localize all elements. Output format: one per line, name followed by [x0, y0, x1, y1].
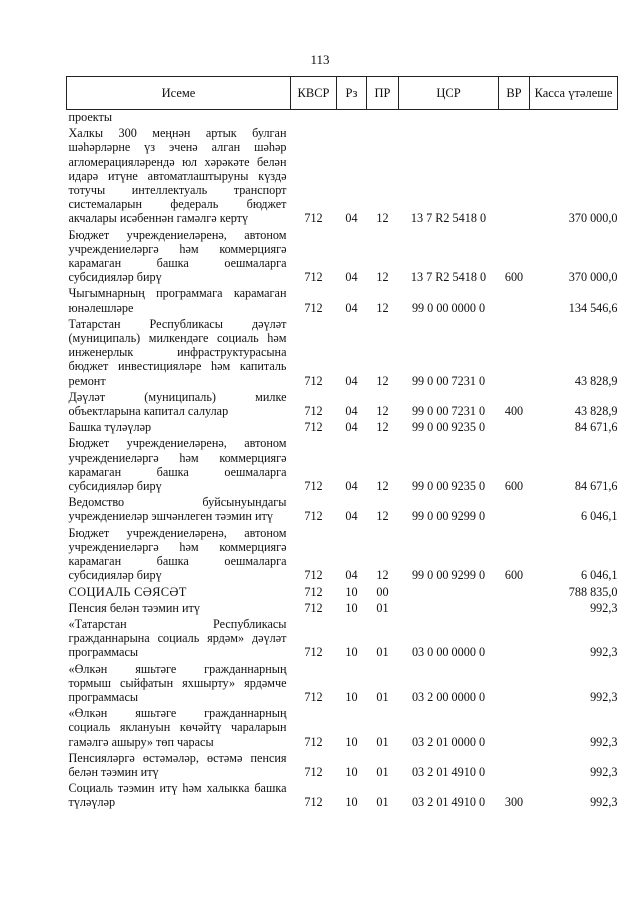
row-name: [67, 662, 291, 707]
row-name: [67, 317, 291, 390]
row-name-line: учреждениеләргә һәм коммерциягә: [68, 241, 287, 256]
row-kvsr: 712: [304, 300, 323, 315]
row-csr: 03 0 00 0000 0: [411, 645, 486, 660]
row-name-line: Чыгымнарның программага карамаган: [68, 286, 287, 301]
row-rz: 04: [345, 509, 358, 524]
row-vr: [499, 126, 530, 227]
row-pr: 01: [376, 600, 389, 615]
row-name-line: проекты: [68, 110, 113, 124]
row-name-line: агломерацияләрендә юл хәрәкәте белән: [68, 154, 287, 169]
row-amount: 84 671,6: [574, 479, 618, 494]
row-pr: 01: [376, 645, 389, 660]
row-kvsr: 712: [304, 568, 323, 583]
row-name-line: карамаган башка оешмаларга: [68, 256, 287, 271]
row-csr: 99 0 00 9299 0: [411, 568, 486, 583]
row-name-line: идарә итүне автоматлаштыруны күздә: [68, 168, 287, 183]
row-rz: 10: [345, 645, 358, 660]
table-row: [67, 110, 618, 127]
row-rz: 04: [345, 420, 358, 435]
budget-table: [66, 76, 618, 812]
row-rz: 04: [345, 404, 358, 419]
row-vr: [499, 706, 530, 751]
row-amount: 788 835,0: [568, 584, 618, 599]
row-csr: 99 0 00 9235 0: [411, 420, 486, 435]
row-kvsr: [291, 110, 337, 127]
row-name-line: программасы: [68, 689, 139, 704]
row-kvsr: 712: [304, 404, 323, 419]
row-amount: 43 828,9: [574, 404, 618, 419]
row-name: [67, 495, 291, 525]
row-pr: 00: [376, 584, 389, 599]
row-amount: 992,3: [590, 689, 618, 704]
row-vr: 400: [504, 404, 524, 419]
table-row: [67, 751, 618, 781]
row-name: [67, 436, 291, 495]
row-name-line: программасы: [68, 645, 139, 660]
table-row: [67, 317, 618, 390]
row-kvsr: 712: [304, 764, 323, 779]
row-name-line: инженерлык инфраструктурасына: [68, 345, 287, 360]
table-row: [67, 662, 618, 707]
row-rz: 04: [345, 373, 358, 388]
row-name: [67, 390, 291, 420]
table-row: [67, 617, 618, 662]
row-rz: 10: [345, 764, 358, 779]
row-kvsr: 712: [304, 689, 323, 704]
row-name-line: түләүләр: [68, 795, 116, 810]
row-csr: 99 0 00 0000 0: [411, 300, 486, 315]
row-name-line: шәһәрләрне үз эченә алган шәһәр: [68, 140, 287, 155]
row-name-line: Ведомство буйсынуындагы: [68, 495, 287, 510]
row-name-line: тормыш сыйфатын яхшырту» ярдәмче: [68, 675, 287, 690]
row-name-line: «Татарстан Республикасы: [68, 616, 287, 631]
row-name: [67, 585, 291, 601]
row-vr: [499, 751, 530, 781]
row-name: [67, 286, 291, 316]
row-pr: 01: [376, 689, 389, 704]
row-csr: [399, 585, 499, 601]
table-row: [67, 390, 618, 420]
row-name: [67, 781, 291, 811]
row-name-line: Социаль тәэмин итү һәм халыкка башка: [68, 781, 287, 796]
row-name-line: ремонт: [68, 373, 106, 388]
row-vr: [499, 317, 530, 390]
row-rz: 10: [345, 795, 358, 810]
row-rz: 10: [345, 600, 358, 615]
row-name-line: «Өлкән яшьтәге гражданнарның: [68, 706, 287, 721]
row-name-line: Пенсияләргә өстәмәләр, өстәмә пенсия: [68, 750, 287, 765]
row-amount: 6 046,1: [580, 568, 618, 583]
page-number: 113: [310, 52, 330, 67]
row-vr: [499, 286, 530, 316]
row-name: [67, 110, 291, 127]
row-vr: [499, 420, 530, 436]
table-row: [67, 436, 618, 495]
row-name-line: Бюджет учреждениеләренә, автоном: [68, 227, 287, 242]
row-kvsr: 712: [304, 509, 323, 524]
row-amount: 43 828,9: [574, 373, 618, 388]
row-name-line: учреждениеләргә һәм коммерциягә: [68, 450, 287, 465]
row-csr: 03 2 00 0000 0: [411, 689, 486, 704]
row-kvsr: 712: [304, 211, 323, 226]
row-name-line: субсидияләр бирү: [68, 270, 162, 285]
row-vr: 600: [504, 270, 524, 285]
row-rz: 04: [345, 270, 358, 285]
row-vr: 600: [504, 479, 524, 494]
row-pr: 12: [376, 404, 389, 419]
row-kvsr: 712: [304, 479, 323, 494]
row-name-line: карамаган башка оешмаларга: [68, 464, 287, 479]
row-rz: 04: [345, 300, 358, 315]
row-vr: [499, 495, 530, 525]
row-name-line: Башка түләүләр: [68, 420, 152, 435]
row-rz: 10: [345, 734, 358, 749]
row-pr: 12: [376, 300, 389, 315]
row-pr: 12: [376, 373, 389, 388]
row-name-line: учреждениеләр эшчәнлеген тәэмин итү: [68, 509, 273, 524]
header-vr: ВР: [499, 77, 530, 110]
row-csr: 03 2 01 4910 0: [411, 764, 486, 779]
row-name-line: Бюджет учреждениеләренә, автоном: [68, 525, 287, 540]
row-amount: 992,3: [590, 795, 618, 810]
row-name-line: социаль яклануын көчәйтү чараларын: [68, 720, 287, 735]
row-name-line: тотучы интеллектуаль транспорт: [68, 183, 287, 198]
row-csr: 03 2 01 4910 0: [411, 795, 486, 810]
row-name-line: Халкы 300 меңнән артык булган: [68, 126, 287, 141]
row-amount: [530, 110, 618, 127]
table-row: [67, 706, 618, 751]
row-pr: [367, 110, 399, 127]
row-name: [67, 751, 291, 781]
row-name: [67, 601, 291, 617]
row-csr: 99 0 00 9235 0: [411, 479, 486, 494]
row-vr: [499, 601, 530, 617]
row-pr: 12: [376, 509, 389, 524]
row-csr: 99 0 00 7231 0: [411, 373, 486, 388]
row-kvsr: 712: [304, 373, 323, 388]
row-pr: 12: [376, 479, 389, 494]
row-amount: 992,3: [590, 734, 618, 749]
header-amount: Касса үтәлеше: [530, 77, 618, 110]
row-vr: 300: [504, 795, 524, 810]
table-row: [67, 126, 618, 227]
table-row: [67, 601, 618, 617]
row-kvsr: 712: [304, 734, 323, 749]
row-csr: 99 0 00 9299 0: [411, 509, 486, 524]
row-kvsr: 712: [304, 600, 323, 615]
row-amount: 134 546,6: [568, 300, 618, 315]
row-name-line: (муниципаль) милкендәге социаль һәм: [68, 331, 287, 346]
row-csr: 03 2 01 0000 0: [411, 734, 486, 749]
row-pr: 01: [376, 764, 389, 779]
row-amount: 992,3: [590, 600, 618, 615]
row-csr: 13 7 R2 5418 0: [410, 270, 487, 285]
row-rz: [337, 110, 367, 127]
table-row: [67, 495, 618, 525]
row-amount: 370 000,0: [568, 211, 618, 226]
row-pr: 01: [376, 734, 389, 749]
row-vr: [499, 585, 530, 601]
row-name-line: объектларына капитал салулар: [68, 404, 229, 419]
row-name: [67, 420, 291, 436]
row-amount: 6 046,1: [580, 509, 618, 524]
row-pr: 12: [376, 211, 389, 226]
row-name-line: субсидияләр бирү: [68, 479, 162, 494]
table-row: [67, 526, 618, 585]
row-vr: [499, 617, 530, 662]
row-rz: 04: [345, 211, 358, 226]
row-name-line: субсидияләр бирү: [68, 568, 162, 583]
row-amount: 992,3: [590, 645, 618, 660]
row-vr: [499, 662, 530, 707]
header-kvsr: КВСР: [291, 77, 337, 110]
row-name-line: Пенсия белән тәэмин итү: [68, 600, 200, 615]
row-name: [67, 126, 291, 227]
row-rz: 04: [345, 479, 358, 494]
row-name-line: акчалары исәбеннән гамәлгә кертү: [68, 211, 249, 226]
row-name-line: бюджет инвестицияләре һәм капиталь: [68, 359, 287, 374]
table-row: [67, 286, 618, 316]
row-name-line: белән тәэмин итү: [68, 764, 159, 779]
row-amount: 84 671,6: [574, 420, 618, 435]
header-pr: ПР: [367, 77, 399, 110]
row-amount: 370 000,0: [568, 270, 618, 285]
table-row: [67, 420, 618, 436]
table-body: [67, 110, 618, 812]
row-name-line: системаларын федераль бюджет: [68, 197, 287, 212]
table-row: [67, 585, 618, 601]
row-name-line: Бюджет учреждениеләренә, автоном: [68, 436, 287, 451]
row-name-line: Татарстан Республикасы дәүләт: [68, 316, 287, 331]
row-kvsr: 712: [304, 584, 323, 599]
header-name: Исеме: [67, 77, 291, 110]
row-csr: [399, 110, 499, 127]
table-row: [67, 781, 618, 811]
row-kvsr: 712: [304, 795, 323, 810]
row-pr: 12: [376, 568, 389, 583]
row-name: [67, 706, 291, 751]
row-name-line: гражданнарына социаль ярдәм» дәүләт: [68, 631, 287, 646]
row-csr: 99 0 00 7231 0: [411, 404, 486, 419]
row-name-line: юнәлешләре: [68, 300, 134, 315]
row-kvsr: 712: [304, 420, 323, 435]
table-row: [67, 228, 618, 287]
row-rz: 04: [345, 568, 358, 583]
header-csr: ЦСР: [399, 77, 499, 110]
row-pr: 01: [376, 795, 389, 810]
row-pr: 12: [376, 420, 389, 435]
row-amount: 992,3: [590, 764, 618, 779]
row-pr: 12: [376, 270, 389, 285]
row-vr: 600: [504, 568, 524, 583]
row-vr: [499, 110, 530, 127]
row-rz: 10: [345, 584, 358, 599]
row-name: [67, 526, 291, 585]
row-csr: 13 7 R2 5418 0: [410, 211, 487, 226]
row-name-line: гамәлгә ашыру» төп чарасы: [68, 734, 214, 749]
row-name-line: учреждениеләргә һәм коммерциягә: [68, 539, 287, 554]
row-csr: [399, 601, 499, 617]
table-header: [67, 77, 618, 110]
row-name: [67, 617, 291, 662]
row-name-line: «Өлкән яшьтәге гражданнарның: [68, 661, 287, 676]
row-rz: 10: [345, 689, 358, 704]
row-name-line: карамаган башка оешмаларга: [68, 554, 287, 569]
row-name-line: Дәүләт (муниципаль) милке: [68, 389, 287, 404]
row-name: [67, 228, 291, 287]
row-kvsr: 712: [304, 645, 323, 660]
row-name-line: СОЦИАЛЬ СӘЯСӘТ: [68, 584, 187, 599]
row-kvsr: 712: [304, 270, 323, 285]
header-rz: Рз: [337, 77, 367, 110]
